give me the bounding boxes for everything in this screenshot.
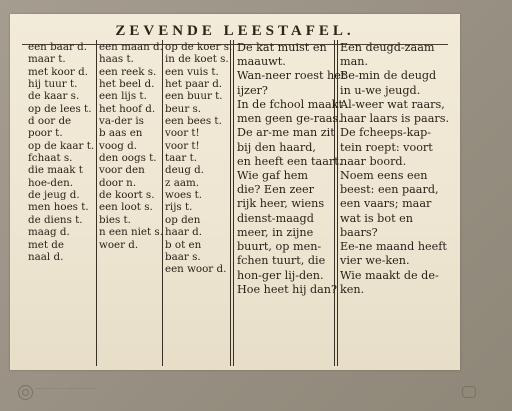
text-line: een vaars; maar [340,197,432,211]
word-entry: b ot en [165,238,202,251]
word-entry: rijs t. [165,201,193,214]
collection-stamp-icon [18,385,33,400]
text-line: man. [340,55,369,69]
word-entry: de diens t. [28,213,83,226]
text-line: Noem eens een [340,168,428,182]
text-line: dienst-maagd [237,211,314,225]
text-line: Be-min de deugd [340,69,437,83]
word-entry: de kaar s. [28,90,80,103]
word-entry: taar t. [165,152,198,165]
text-line: ijzer? [237,83,268,97]
text-line: men geen ge-raas. [237,112,342,126]
text-line: In de fchool maakt [237,97,343,111]
word-entry: voor den [99,164,145,177]
text-line: buurt, op men- [237,240,322,254]
word-entry: een reek s. [99,65,157,78]
word-entry: op de kaar t. [28,139,95,152]
text-line: ken. [340,282,365,296]
word-entry: het hoof d. [99,102,156,115]
word-column-3 [165,41,232,276]
text-line: De kat muist en [237,41,327,54]
text-line: beest: een paard, [340,183,439,197]
text-line: wat is bot en [340,211,413,225]
word-entry: men hoes t. [28,201,89,214]
word-entry: beur s. [165,102,202,115]
word-entry: baar s. [165,250,201,263]
page-title: ZEVENDE LEESTAFEL. [115,23,355,39]
word-entry: hij tuur t. [28,78,78,91]
word-entry: met de [28,238,64,251]
text-line: Wan-neer roest het [237,69,346,83]
word-entry: woes t. [165,189,203,202]
word-entry: met koor d. [28,65,88,78]
word-entry: maag d. [28,226,70,239]
word-entry: door n. [99,176,137,189]
text-line: baars? [340,225,378,239]
text-line: De ar-me man zit [237,126,335,140]
text-line: fchen tuurt, die [237,254,326,268]
word-entry: een maan d. [99,41,163,53]
mount-mark-icon [462,386,476,398]
text-line: haar laars is paars. [340,112,450,126]
word-entry: voor t! [165,139,200,152]
word-entry: haas t. [99,53,134,66]
sentence-column-1 [237,41,345,297]
word-entry: het paar d. [165,78,223,91]
word-entry: het beel d. [99,78,155,91]
word-entry: hoe-den. [28,176,73,189]
word-entry: d oor de [28,115,72,128]
word-entry: die maak t [28,164,83,177]
text-line: Wie gaf hem [237,168,309,182]
word-entry: op de lees t. [28,102,92,115]
word-entry: n een niet s. [99,226,163,239]
word-entry: naal d. [28,250,64,263]
word-entry: een vuis t. [165,65,219,78]
text-line: Een deugd-zaam [340,41,435,54]
sentence-column-2 [340,41,449,297]
word-entry: een bees t. [165,115,222,128]
word-entry: haar d. [165,226,202,239]
text-line: in u-we jeugd. [340,83,421,97]
word-entry: poor t. [28,127,63,140]
word-entry: bies t. [99,213,131,226]
word-entry: op de koer s. [165,41,233,53]
column-rule [96,40,97,366]
text-line: die? Een zeer [237,183,314,197]
text-line: hon-ger lij-den. [237,268,324,282]
word-entry: den oogs t. [99,152,157,165]
text-line: naar boord. [340,154,407,168]
word-column-2 [99,41,163,251]
reading-table-page [10,14,460,370]
word-entry: in de koet s. [165,53,229,66]
word-column-1 [28,41,94,263]
word-entry: de jeug d. [28,189,80,202]
word-entry: voor t! [165,127,200,140]
word-entry: deug d. [165,164,205,177]
text-line: Al-weer wat raars, [340,97,445,111]
text-line: Wie maakt de de- [340,268,439,282]
word-entry: va-der is [99,115,144,128]
word-entry: b aas en [99,127,143,140]
word-entry: een woor d. [165,263,227,276]
text-line: tein roept: voort [340,140,433,154]
text-line: rijk heer, wiens [237,197,325,211]
word-entry: woer d. [99,238,139,251]
word-entry: een buur t. [165,90,223,103]
word-entry: z aam. [165,176,200,189]
word-entry: fchaat s. [28,152,73,165]
text-line: De fcheeps-kap- [340,126,432,140]
faint-inscription [36,388,96,395]
text-line: en heeft een taart. [237,154,343,168]
text-line: bij den haard, [237,140,316,154]
word-entry: een loot s. [99,201,153,214]
text-line: meer, in zijne [237,225,314,239]
word-entry: een lijs t. [99,90,147,103]
word-entry: maar t. [28,53,66,66]
word-entry: een baar d. [28,41,88,53]
text-line: vier we-ken. [340,254,410,268]
text-line: maauwt. [237,55,286,69]
word-entry: voog d. [99,139,137,152]
word-entry: de koort s. [99,189,155,202]
text-line: Ee-ne maand heeft [340,240,447,254]
word-entry: op den [165,213,201,226]
text-line: Hoe heet hij dan? [237,282,338,296]
